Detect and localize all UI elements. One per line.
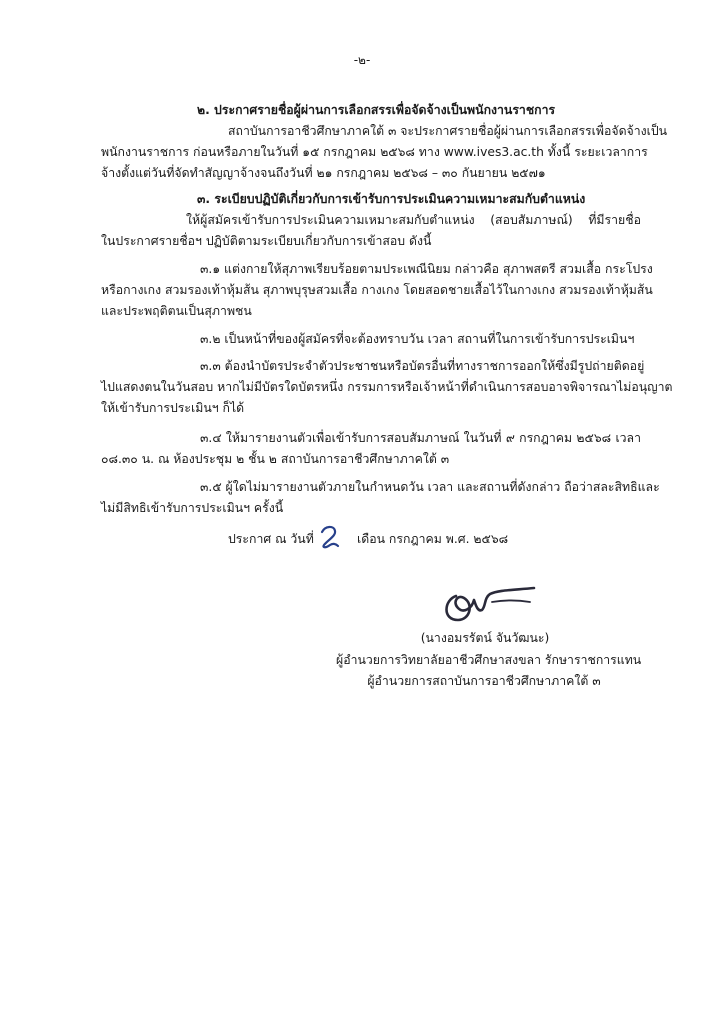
page-number: -๒- xyxy=(353,53,371,67)
announcement-prefix: ประกาศ ณ วันที่ xyxy=(228,532,314,546)
section-2-line-3: จ้างตั้งแต่วันที่จัดทำสัญญาจ้างจนถึงวันที่ ๒๑ กรกฎาคม ๒๕๖๘ – ๓๐ กันยายน ๒๕๗๑ xyxy=(101,166,546,180)
section-2-heading: ๒. ประกาศรายชื่อผู้ผ่านการเลือกสรรเพื่อจัดจ้างเป็นพนักงานราชการ xyxy=(197,103,556,117)
signature-mark xyxy=(434,580,544,632)
signer-position: ผู้อำนวยการวิทยาลัยอาชีวศึกษาสงขลา รักษาราชการแทน xyxy=(336,653,642,667)
item-3-2-line-1: ๓.๒ เป็นหน้าที่ของผู้สมัครที่จะต้องทราบวัน เวลา สถานที่ในการเข้ารับการประเมินฯ xyxy=(200,332,635,346)
section-3-heading: ๓. ระเบียบปฏิบัติเกี่ยวกับการเข้ารับการประเมินความเหมาะสมกับตำแหน่ง xyxy=(197,192,586,206)
item-3-1-line-1: ๓.๑ แต่งกายให้สุภาพเรียบร้อยตามประเพณีนิยม กล่าวคือ สุภาพสตรี สวมเสื้อ กระโปรง xyxy=(200,262,653,276)
handwritten-day-numeral xyxy=(316,523,346,553)
item-3-5-line-1: ๓.๕ ผู้ใดไม่มารายงานตัวภายในกำหนดวัน เวลา และสถานที่ดังกล่าว ถือว่าสละสิทธิและ xyxy=(200,480,660,494)
item-3-1-line-2: หรือกางเกง สวมรองเท้าหุ้มส้น สุภาพบุรุษสวมเสื้อ กางเกง โดยสอดชายเสื้อไว้ในกางเกง สวมรองเท้าหุ้มส้น xyxy=(101,283,653,297)
item-3-1-line-3: และประพฤติตนเป็นสุภาพชน xyxy=(101,304,252,318)
item-3-3-line-2: ไปแสดงตนในวันสอบ หากไม่มีบัตรใดบัตรหนึ่ง กรรมการหรือเจ้าหน้าที่ดำเนินการสอบอาจพิจารณาไม่อนุญาต xyxy=(101,380,673,394)
item-3-3-line-3: ให้เข้ารับการประเมินฯ ก็ได้ xyxy=(101,401,245,415)
signer-name: (นางอมรรัตน์ จันวัฒนะ) xyxy=(420,631,550,645)
section-2-line-1: สถาบันการอาชีวศึกษาภาคใต้ ๓ จะประกาศรายชื่อผู้ผ่านการเลือกสรรเพื่อจัดจ้างเป็น xyxy=(228,124,668,138)
section-3-intro-line-2: ในประกาศรายชื่อฯ ปฏิบัติตามระเบียบเกี่ยวกับการเข้าสอบ ดังนี้ xyxy=(101,234,432,248)
item-3-5-line-2: ไม่มีสิทธิเข้ารับการประเมินฯ ครั้งนี้ xyxy=(101,501,284,515)
announcement-suffix: เดือน กรกฎาคม พ.ศ. ๒๕๖๘ xyxy=(357,532,509,546)
item-3-3-line-1: ๓.๓ ต้องนำบัตรประจำตัวประชาชนหรือบัตรอื่นที่ทางราชการออกให้ซึ่งมีรูปถ่ายติดอยู่ xyxy=(200,359,645,373)
item-3-4-line-1: ๓.๔ ให้มารายงานตัวเพื่อเข้ารับการสอบสัมภาษณ์ ในวันที่ ๙ กรกฎาคม ๒๕๖๘ เวลา xyxy=(200,431,641,445)
signer-title: ผู้อำนวยการสถาบันการอาชีวศึกษาภาคใต้ ๓ xyxy=(367,674,601,688)
item-3-4-line-2: ๐๘.๓๐ น. ณ ห้องประชุม ๒ ชั้น ๒ สถาบันการอาชีวศึกษาภาคใต้ ๓ xyxy=(101,452,450,466)
section-3-intro-line-1: ให้ผู้สมัครเข้ารับการประเมินความเหมาะสมกับตำแหน่ง (สอบสัมภาษณ์) ที่มีรายชื่อ xyxy=(186,213,641,227)
section-2-line-2: พนักงานราชการ ก่อนหรือภายในวันที่ ๑๕ กรกฎาคม ๒๕๖๘ ทาง www.ives3.ac.th ทั้งนี้ ระยะเวลาการ xyxy=(101,145,648,159)
